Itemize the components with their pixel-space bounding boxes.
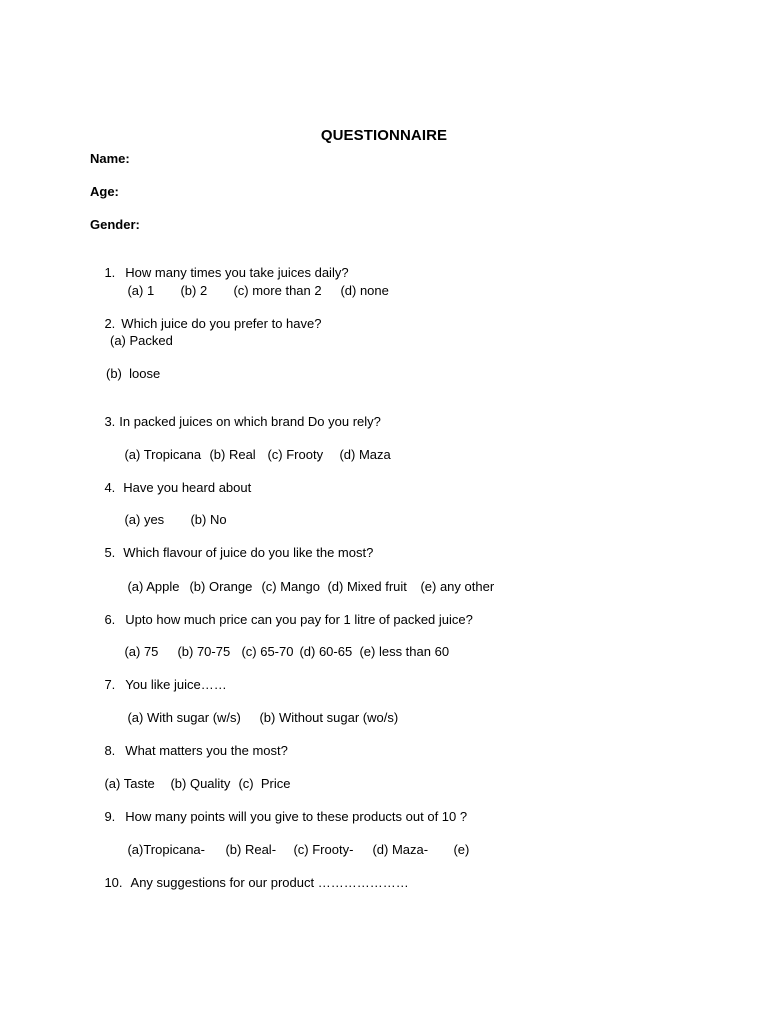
page-title: QUESTIONNAIRE — [320, 127, 448, 144]
option: (a) With sugar (w/s) — [127, 710, 241, 725]
question-number: 10. — [104, 875, 123, 890]
option: (d) none — [340, 283, 389, 298]
option: (b) 2 — [180, 283, 208, 298]
question-number: 3. — [104, 414, 116, 429]
question-text: Have you heard about — [123, 480, 252, 495]
option: (c) Mango — [261, 579, 320, 594]
question-number: 7. — [104, 677, 116, 692]
option: (b) Real- — [225, 842, 277, 857]
question-number: 2. — [104, 316, 116, 331]
question-text: How many points will you give to these products out of 10 ? — [125, 809, 468, 824]
option: (b) No — [190, 512, 227, 527]
option: (a) Apple — [127, 579, 180, 594]
question-text: You like juice…… — [125, 677, 227, 692]
option: (c) more than 2 — [233, 283, 322, 298]
option: (a) 75 — [124, 644, 159, 659]
option: (a) 1 — [127, 283, 155, 298]
question-2-option-a: (a) Packed — [110, 333, 173, 348]
question-10 — [90, 860, 409, 905]
option: (e) less than 60 — [359, 644, 450, 659]
option: (e) — [453, 842, 470, 857]
question-text: How many times you take juices daily? — [125, 265, 349, 280]
option: (c) Price — [238, 776, 291, 791]
question-number: 9. — [104, 809, 116, 824]
question-number: 6. — [104, 612, 116, 627]
question-number: 4. — [104, 480, 116, 495]
option: (b) 70-75 — [177, 644, 231, 659]
question-text: Which flavour of juice do you like the most? — [123, 545, 374, 560]
option: (b) Orange — [189, 579, 253, 594]
question-number: 1. — [104, 265, 116, 280]
option: (b) Real — [209, 447, 256, 462]
question-number: 8. — [104, 743, 116, 758]
option: (d) 60-65 — [299, 644, 353, 659]
option: (a)Tropicana- — [127, 842, 205, 857]
question-2-option-b: (b) loose — [106, 366, 161, 381]
question-text: What matters you the most? — [125, 743, 288, 758]
option: (c) 65-70 — [241, 644, 294, 659]
option: (a) Taste — [104, 776, 155, 791]
option: (c) Frooty- — [293, 842, 354, 857]
question-text: Any suggestions for our product ………………… — [130, 875, 409, 890]
question-text: In packed juices on which brand Do you rely? — [119, 414, 381, 429]
option: (d) Maza- — [372, 842, 429, 857]
gender-field-label: Gender: — [90, 217, 140, 232]
option: (c) Frooty — [267, 447, 324, 462]
question-text: Upto how much price can you pay for 1 litre of packed juice? — [125, 612, 473, 627]
option: (e) any other — [420, 579, 495, 594]
option: (b) Without sugar (wo/s) — [259, 710, 399, 725]
option: (d) Maza — [339, 447, 391, 462]
question-number: 5. — [104, 545, 116, 560]
option: (b) Quality — [170, 776, 231, 791]
option: (a) Tropicana — [124, 447, 202, 462]
age-field-label: Age: — [90, 184, 119, 199]
question-text: Which juice do you prefer to have? — [121, 316, 322, 331]
name-field-label: Name: — [90, 151, 130, 166]
option: (d) Mixed fruit — [327, 579, 407, 594]
option: (a) yes — [124, 512, 165, 527]
